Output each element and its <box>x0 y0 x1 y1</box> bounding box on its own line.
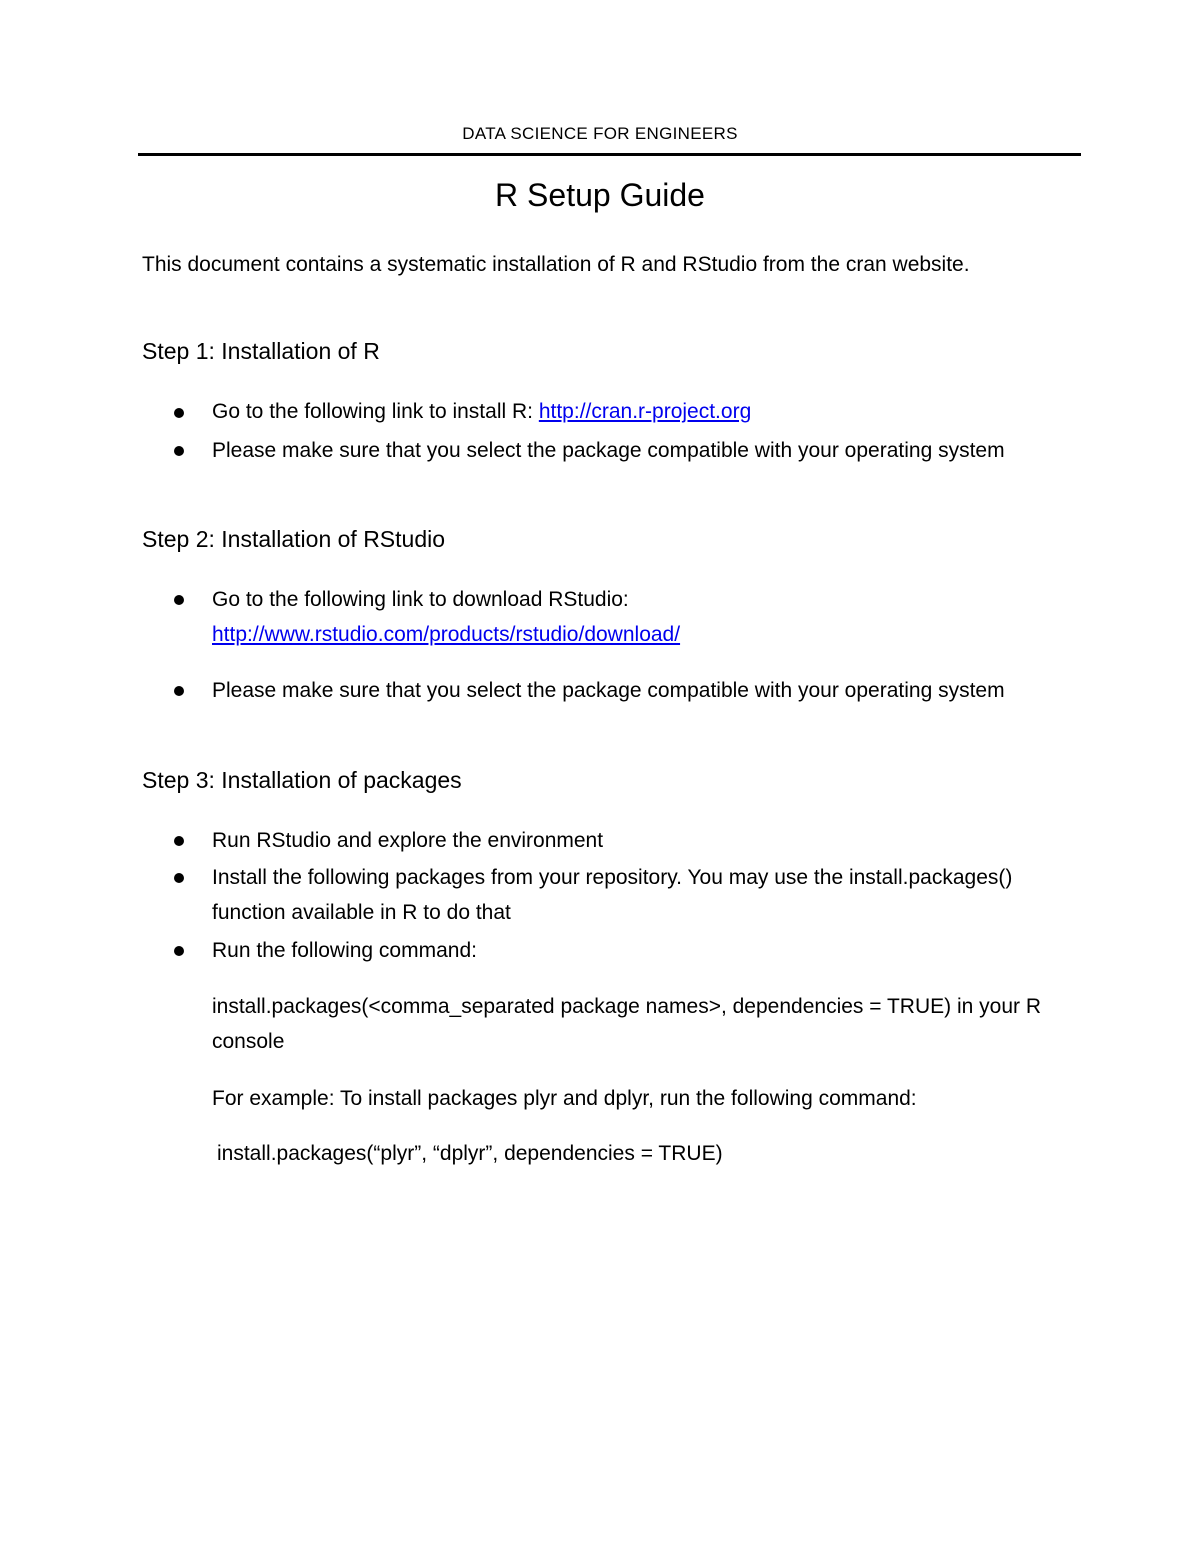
step1-item-compatibility: Please make sure that you select the package compatible with your operating system <box>212 439 1005 462</box>
step2-item1-label: Go to the following link to download RStudio: <box>212 588 629 611</box>
step2-item-download-rstudio <box>212 582 1042 652</box>
header-divider <box>138 153 1081 156</box>
step3-item-run-rstudio: Run RStudio and explore the environment <box>212 829 604 852</box>
intro-paragraph: This document contains a systematic installation of R and RStudio from the cran website. <box>142 253 970 276</box>
bullet-icon <box>174 408 184 418</box>
example-command: install.packages(“plyr”, “dplyr”, dependencies = TRUE) <box>217 1142 723 1165</box>
install-command-description: install.packages(<comma_separated package names>, dependencies = TRUE) in your R console <box>212 995 1041 1053</box>
bullet-icon <box>174 946 184 956</box>
step3-item-install-packages: Install the following packages from your repository. You may use the install.packages() function available in R to do that <box>212 866 1013 924</box>
step1-item-install-r <box>212 394 1042 429</box>
step1-heading: Step 1: Installation of R <box>142 338 380 364</box>
cran-link[interactable]: http://cran.r-project.org <box>538 400 752 423</box>
step1-item1-label: Go to the following link to install R: <box>212 400 539 423</box>
rstudio-download-link[interactable]: http://www.rstudio.com/products/rstudio/download/ <box>212 623 681 646</box>
bullet-icon <box>174 446 184 456</box>
bullet-icon <box>174 595 184 605</box>
step3-item-run-command: Run the following command: <box>212 939 477 962</box>
document-title: R Setup Guide <box>495 177 705 213</box>
page-header: DATA SCIENCE FOR ENGINEERS <box>462 124 738 143</box>
step3-heading: Step 3: Installation of packages <box>142 767 462 793</box>
step2-item-compatibility: Please make sure that you select the package compatible with your operating system <box>212 679 1005 702</box>
step2-heading: Step 2: Installation of RStudio <box>142 526 446 552</box>
bullet-icon <box>174 836 184 846</box>
bullet-icon <box>174 686 184 696</box>
bullet-icon <box>174 873 184 883</box>
example-description: For example: To install packages plyr and dplyr, run the following command: <box>212 1087 917 1110</box>
